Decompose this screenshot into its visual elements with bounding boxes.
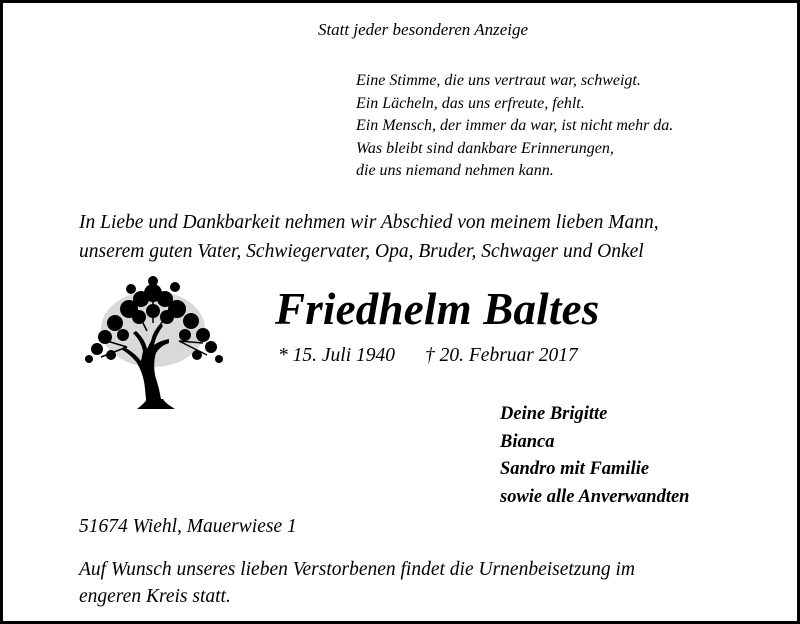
mourner: Deine Brigitte <box>500 404 608 424</box>
address: 51674 Wiehl, Mauerwiese 1 <box>79 516 297 537</box>
life-dates <box>278 345 578 367</box>
mourners-list <box>500 401 689 511</box>
footnote <box>79 556 635 610</box>
mourner: Bianca <box>500 431 555 452</box>
poem-line: Eine Stimme, die uns vertraut war, schweigt. <box>356 72 641 89</box>
birth-date: * 15. Juli 1940 <box>278 345 395 366</box>
poem-line: Ein Mensch, der immer da war, ist nicht mehr da. <box>356 117 674 134</box>
intro-line: unserem guten Vater, Schwiegervater, Opa, Bruder, Schwager und Onkel <box>79 241 644 262</box>
poem <box>356 70 673 183</box>
intro-line: In Liebe und Dankbarkeit nehmen wir Abschied von meinem lieben Mann, <box>79 212 659 233</box>
tree-icon <box>67 271 239 413</box>
notice-header: Statt jeder besonderen Anzeige <box>317 20 529 39</box>
poem-line: Ein Lächeln, das uns erfreute, fehlt. <box>356 94 585 112</box>
mourner: Sandro mit Familie <box>500 459 650 479</box>
footnote-line: Auf Wunsch unseres lieben Verstorbenen findet die Urnenbeisetzung im <box>79 559 636 580</box>
deceased-name: Friedhelm Baltes <box>275 284 600 334</box>
footnote-line: engeren Kreis statt. <box>79 586 231 607</box>
death-date: † 20. Februar 2017 <box>425 345 578 366</box>
poem-line: Was bleibt sind dankbare Erinnerungen, <box>356 139 614 157</box>
poem-line: die uns niemand nehmen kann. <box>356 162 554 179</box>
intro-text <box>79 208 659 266</box>
mourner: sowie alle Anverwandten <box>500 486 690 507</box>
